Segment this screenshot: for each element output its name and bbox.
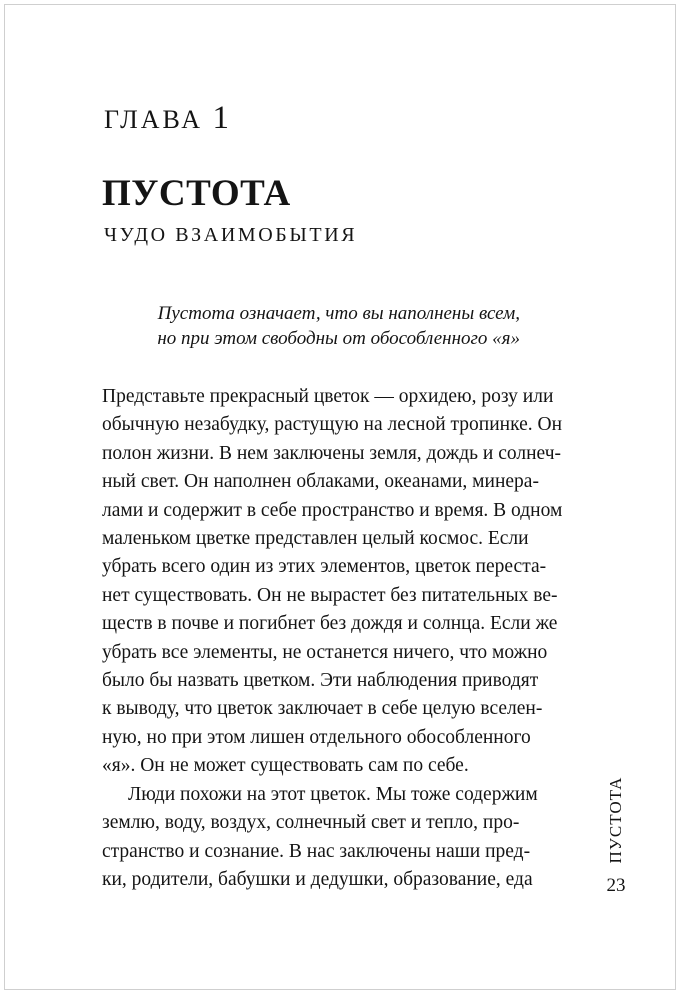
body-line: Люди похожи на этот цветок. Мы тоже содержим bbox=[128, 783, 538, 805]
body-line: было бы назвать цветком. Эти наблюдения приводят bbox=[102, 670, 539, 692]
body-line: к выводу, что цветок заключает в себе целую вселен- bbox=[102, 698, 543, 720]
chapter-label bbox=[104, 100, 229, 137]
body-line: «я». Он не может существовать сам по себе. bbox=[102, 755, 469, 777]
epigraph-line: Пустота означает, что вы наполнены всем, bbox=[157, 303, 520, 324]
body-line: странство и сознание. В нас заключены наши пред- bbox=[102, 840, 531, 862]
body-line: полон жизни. В нем заключены земля, дождь и солнеч- bbox=[102, 442, 561, 464]
body-text bbox=[102, 383, 563, 894]
epigraph bbox=[104, 301, 520, 351]
body-line: ки, родители, бабушки и дедушки, образование, еда bbox=[102, 868, 533, 890]
body-line: маленьком цветке представлен целый космос. Если bbox=[102, 528, 529, 550]
page-number: 23 bbox=[606, 875, 626, 896]
body-line: ществ в почве и погибнет без дождя и солнца. Если же bbox=[102, 613, 558, 635]
body-line: ную, но при этом лишен отдельного обособленного bbox=[102, 726, 531, 748]
body-line: Представьте прекрасный цветок — орхидею, розу или bbox=[102, 386, 554, 407]
body-line: убрать все элементы, не останется ничего, что можно bbox=[102, 641, 548, 663]
chapter-subtitle: ЧУДО ВЗАИМОБЫТИЯ bbox=[104, 224, 358, 246]
body-line: ный свет. Он наполнен облаками, океанами, минера- bbox=[102, 471, 539, 493]
running-head-text: ПУСТОТА bbox=[606, 776, 625, 864]
chapter-label-text: ГЛАВА bbox=[104, 105, 203, 134]
chapter-title: ПУСТОТА bbox=[102, 173, 291, 214]
epigraph-line: но при этом свободны от обособленного «я» bbox=[157, 328, 520, 349]
body-line: лами и содержит в себе пространство и время. В одном bbox=[102, 499, 563, 521]
body-line: обычную незабудку, растущую на лесной тропинке. Он bbox=[102, 414, 563, 436]
body-line: землю, воду, воздух, солнечный свет и тепло, про- bbox=[102, 812, 520, 834]
body-line: убрать всего один из этих элементов, цветок переста- bbox=[102, 556, 547, 578]
running-head bbox=[603, 776, 629, 864]
body-line: нет существовать. Он не вырастет без питательных ве- bbox=[102, 584, 558, 606]
chapter-number: 1 bbox=[212, 100, 229, 136]
